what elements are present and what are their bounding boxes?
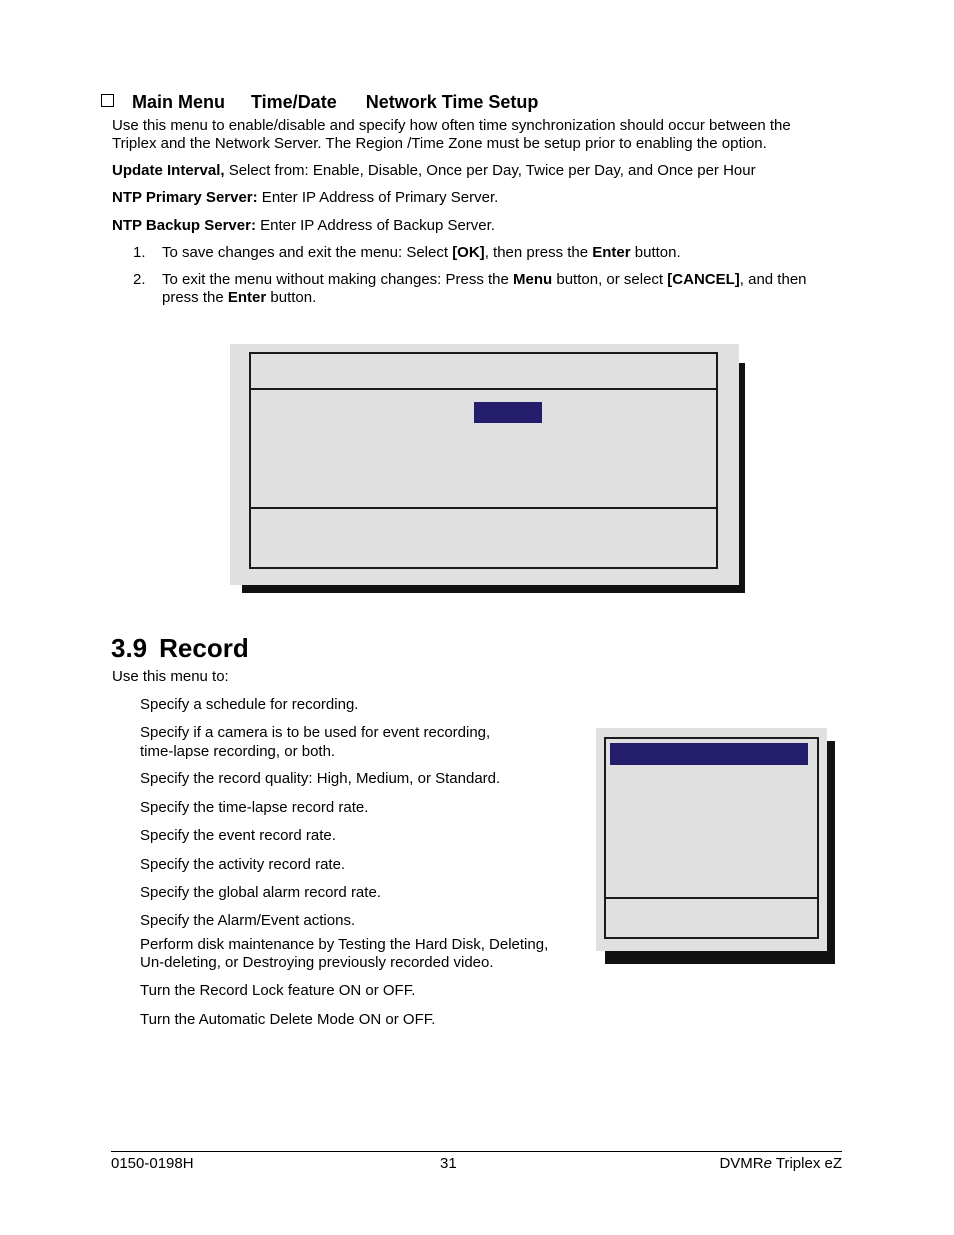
step-2: To exit the menu without making changes: Press the Menu button, or select [CANCEL], and then bbox=[162, 271, 807, 288]
record-item: Un-deleting, or Destroying previously recorded video. bbox=[140, 954, 494, 971]
checkbox-icon bbox=[101, 94, 114, 107]
step-1-number: 1. bbox=[133, 244, 146, 261]
screen-divider-1a bbox=[251, 388, 717, 390]
record-item: Specify the Alarm/Event actions. bbox=[140, 912, 356, 929]
record-item: Specify the activity record rate. bbox=[140, 856, 346, 873]
record-item: Perform disk maintenance by Testing the Hard Disk, Deleting, bbox=[140, 936, 549, 953]
record-item: Turn the Automatic Delete Mode ON or OFF. bbox=[140, 1011, 436, 1028]
screen-frame-2 bbox=[604, 737, 819, 939]
field-update-interval: Update Interval, Select from: Enable, Disable, Once per Day, Twice per Day, and Once per Hour bbox=[112, 162, 756, 179]
intro-line-1: Use this menu to enable/disable and specify how often time synchronization should occur between the bbox=[112, 117, 791, 134]
record-item: Specify the global alarm record rate. bbox=[140, 884, 381, 901]
footer-rule bbox=[111, 1151, 842, 1152]
selected-menu-item-highlight bbox=[610, 743, 808, 765]
record-item: Specify the record quality: High, Medium, or Standard. bbox=[140, 770, 501, 787]
section-header bbox=[101, 91, 538, 113]
record-item: Specify the time-lapse record rate. bbox=[140, 799, 369, 816]
screen-divider-2 bbox=[606, 897, 818, 899]
record-item: Specify the event record rate. bbox=[140, 827, 336, 844]
screen-frame-1 bbox=[249, 352, 718, 569]
field-ntp-primary: NTP Primary Server: Enter IP Address of Primary Server. bbox=[112, 189, 499, 206]
record-item: Specify if a camera is to be used for event recording, bbox=[140, 724, 491, 741]
record-item: time-lapse recording, or both. bbox=[140, 743, 336, 760]
field-ntp-backup: NTP Backup Server: Enter IP Address of Backup Server. bbox=[112, 217, 495, 234]
breadcrumb-network-time-setup: Network Time Setup bbox=[365, 92, 539, 112]
record-item: Turn the Record Lock feature ON or OFF. bbox=[140, 982, 416, 999]
step-2-line-2: press the Enter button. bbox=[162, 289, 317, 306]
screen-divider-1b bbox=[251, 507, 717, 509]
footer-page-number: 31 bbox=[440, 1155, 457, 1172]
intro-line-2: Triplex and the Network Server. The Region /Time Zone must be setup prior to enabling the option. bbox=[112, 135, 767, 152]
footer-product-name: DVMRe Triplex eZ bbox=[719, 1155, 842, 1172]
record-heading: 3.9 Record bbox=[111, 633, 249, 663]
breadcrumb-main-menu: Main Menu bbox=[132, 92, 225, 112]
selected-field-highlight bbox=[474, 402, 542, 423]
step-1: To save changes and exit the menu: Select [OK], then press the Enter button. bbox=[162, 244, 681, 261]
record-intro: Use this menu to: bbox=[112, 668, 229, 685]
record-item: Specify a schedule for recording. bbox=[140, 696, 359, 713]
step-2-number: 2. bbox=[133, 271, 146, 288]
footer-doc-number: 0150-0198H bbox=[111, 1155, 194, 1172]
breadcrumb-time-date: Time/Date bbox=[251, 92, 337, 112]
